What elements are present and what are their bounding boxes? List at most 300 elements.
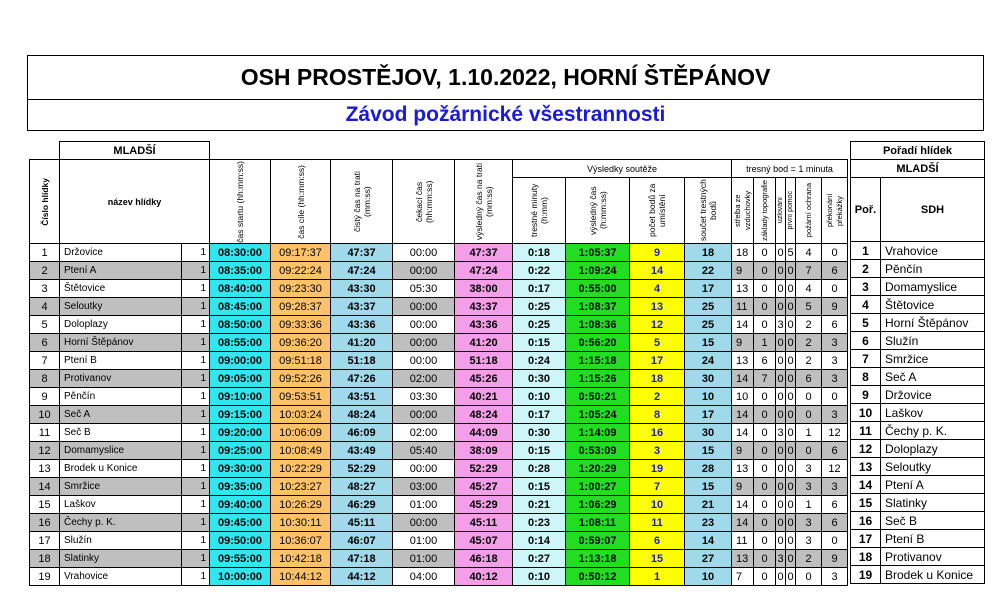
table-row bbox=[30, 316, 848, 334]
cell-topografie: 0 bbox=[754, 478, 776, 496]
cell-start: 09:40:00 bbox=[210, 496, 271, 514]
cell-topografie: 0 bbox=[754, 262, 776, 280]
ranking-category: MLADŠÍ bbox=[851, 160, 985, 178]
cell-number: 11 bbox=[30, 424, 60, 442]
cell-uzlovani: 0 bbox=[776, 244, 786, 262]
cell-strelba: 9 bbox=[732, 262, 754, 280]
cell-name: Brodek u Konice bbox=[60, 460, 182, 478]
cell-cekaci: 03:30 bbox=[393, 388, 455, 406]
header-cislo: Číslo hlídky bbox=[39, 177, 50, 226]
cell-vysl: 38:00 bbox=[455, 280, 513, 298]
cell-trest: 0:23 bbox=[513, 514, 566, 532]
cell-cekaci: 00:00 bbox=[393, 460, 455, 478]
cell-prekazky: 0 bbox=[822, 532, 848, 550]
cell-count: 1 bbox=[182, 244, 210, 262]
cell-cisty: 43:36 bbox=[331, 316, 393, 334]
cell-cekaci: 03:00 bbox=[393, 478, 455, 496]
cell-strelba: 14 bbox=[732, 496, 754, 514]
cell-vysl: 44:09 bbox=[455, 424, 513, 442]
cell-soucet: 15 bbox=[685, 478, 732, 496]
header-cil: čas cíle (hh:mm:ss) bbox=[295, 164, 306, 239]
cell-cil: 10:06:09 bbox=[271, 424, 331, 442]
cell-cekaci: 00:00 bbox=[393, 262, 455, 280]
cell-topografie: 0 bbox=[754, 406, 776, 424]
cell-count: 1 bbox=[182, 280, 210, 298]
cell-uzlovani: 0 bbox=[776, 370, 786, 388]
cell-pozarni: 0 bbox=[796, 406, 822, 424]
header-cekaci: čekací čas (hh:mm:ss) bbox=[413, 180, 434, 223]
cell-prekazky: 6 bbox=[822, 442, 848, 460]
cell-pozarni: 2 bbox=[796, 316, 822, 334]
ranking-row bbox=[851, 548, 985, 566]
cell-vysl: 46:18 bbox=[455, 550, 513, 568]
cell-trest: 0:14 bbox=[513, 532, 566, 550]
table-row bbox=[30, 496, 848, 514]
cell-prekazky: 3 bbox=[822, 334, 848, 352]
cell-cil: 10:03:24 bbox=[271, 406, 331, 424]
cell-cil: 09:51:18 bbox=[271, 352, 331, 370]
cell-topografie: 0 bbox=[754, 316, 776, 334]
ranking-position: 5 bbox=[851, 314, 881, 332]
cell-vcas: 0:50:12 bbox=[566, 568, 630, 586]
cell-soucet: 22 bbox=[685, 262, 732, 280]
cell-uzlovani: 0 bbox=[776, 334, 786, 352]
cell-cil: 09:53:51 bbox=[271, 388, 331, 406]
cell-cekaci: 01:00 bbox=[393, 496, 455, 514]
cell-name: Protivanov bbox=[60, 370, 182, 388]
cell-pozarni: 2 bbox=[796, 550, 822, 568]
cell-cisty: 43:37 bbox=[331, 298, 393, 316]
cell-start: 09:35:00 bbox=[210, 478, 271, 496]
cell-strelba: 9 bbox=[732, 334, 754, 352]
cell-prekazky: 6 bbox=[822, 316, 848, 334]
cell-soucet: 14 bbox=[685, 532, 732, 550]
cell-start: 08:45:00 bbox=[210, 298, 271, 316]
ranking-team-name: Seč A bbox=[881, 368, 985, 386]
cell-vcas: 1:00:27 bbox=[566, 478, 630, 496]
cell-cekaci: 04:00 bbox=[393, 568, 455, 586]
cell-uzlovani: 0 bbox=[776, 388, 786, 406]
cell-topografie: 0 bbox=[754, 388, 776, 406]
cell-name: Laškov bbox=[60, 496, 182, 514]
cell-count: 1 bbox=[182, 370, 210, 388]
cell-prvni-pomoc: 0 bbox=[786, 496, 796, 514]
cell-body: 3 bbox=[630, 442, 685, 460]
ranking-row bbox=[851, 278, 985, 296]
cell-prekazky: 9 bbox=[822, 550, 848, 568]
ranking-team-name: Domamyslice bbox=[881, 278, 985, 296]
ranking-row bbox=[851, 260, 985, 278]
cell-uzlovani: 3 bbox=[776, 424, 786, 442]
ranking-row bbox=[851, 368, 985, 386]
cell-cil: 10:44:12 bbox=[271, 568, 331, 586]
cell-uzlovani: 0 bbox=[776, 298, 786, 316]
cell-count: 1 bbox=[182, 532, 210, 550]
cell-prekazky: 3 bbox=[822, 352, 848, 370]
cell-prekazky: 6 bbox=[822, 262, 848, 280]
header-prekazky: překonání překážky bbox=[824, 193, 844, 228]
ranking-team-name: Seč B bbox=[881, 512, 985, 530]
cell-soucet: 30 bbox=[685, 370, 732, 388]
cell-name: Ptení B bbox=[60, 352, 182, 370]
ranking-row bbox=[851, 242, 985, 260]
cell-number: 13 bbox=[30, 460, 60, 478]
table-row bbox=[30, 406, 848, 424]
cell-strelba: 11 bbox=[732, 532, 754, 550]
page-subtitle: Závod požárnické všestrannosti bbox=[27, 99, 984, 131]
cell-prvni-pomoc: 0 bbox=[786, 478, 796, 496]
cell-uzlovani: 0 bbox=[776, 262, 786, 280]
cell-vcas: 1:20:29 bbox=[566, 460, 630, 478]
cell-strelba: 14 bbox=[732, 514, 754, 532]
cell-trest: 0:17 bbox=[513, 406, 566, 424]
table-row bbox=[30, 298, 848, 316]
page-title: OSH PROSTĚJOV, 1.10.2022, HORNÍ ŠTĚPÁNOV bbox=[27, 55, 984, 100]
cell-prvni-pomoc: 0 bbox=[786, 298, 796, 316]
cell-vysl: 52:29 bbox=[455, 460, 513, 478]
cell-pozarni: 3 bbox=[796, 460, 822, 478]
ranking-team-name: Doloplazy bbox=[881, 440, 985, 458]
cell-start: 09:25:00 bbox=[210, 442, 271, 460]
cell-cekaci: 01:00 bbox=[393, 532, 455, 550]
cell-pozarni: 2 bbox=[796, 334, 822, 352]
cell-count: 1 bbox=[182, 550, 210, 568]
cell-vysl: 40:12 bbox=[455, 568, 513, 586]
cell-soucet: 10 bbox=[685, 388, 732, 406]
cell-body: 19 bbox=[630, 460, 685, 478]
ranking-row bbox=[851, 350, 985, 368]
table-row bbox=[30, 388, 848, 406]
cell-prvni-pomoc: 0 bbox=[786, 280, 796, 298]
cell-soucet: 25 bbox=[685, 316, 732, 334]
cell-name: Seč A bbox=[60, 406, 182, 424]
ranking-row bbox=[851, 440, 985, 458]
cell-uzlovani: 0 bbox=[776, 406, 786, 424]
cell-body: 7 bbox=[630, 478, 685, 496]
ranking-team-name: Seloutky bbox=[881, 458, 985, 476]
cell-cil: 10:23:27 bbox=[271, 478, 331, 496]
cell-name: Vrahovice bbox=[60, 568, 182, 586]
cell-prvni-pomoc: 0 bbox=[786, 460, 796, 478]
cell-cil: 10:30:11 bbox=[271, 514, 331, 532]
cell-soucet: 30 bbox=[685, 424, 732, 442]
cell-prvni-pomoc: 0 bbox=[786, 352, 796, 370]
cell-prvni-pomoc: 0 bbox=[786, 532, 796, 550]
cell-cekaci: 00:00 bbox=[393, 298, 455, 316]
cell-cekaci: 02:00 bbox=[393, 424, 455, 442]
cell-trest: 0:22 bbox=[513, 262, 566, 280]
table-row bbox=[30, 280, 848, 298]
cell-start: 09:30:00 bbox=[210, 460, 271, 478]
cell-prvni-pomoc: 0 bbox=[786, 406, 796, 424]
ranking-row bbox=[851, 530, 985, 548]
cell-pozarni: 0 bbox=[796, 568, 822, 586]
cell-number: 15 bbox=[30, 496, 60, 514]
cell-start: 09:15:00 bbox=[210, 406, 271, 424]
cell-strelba: 13 bbox=[732, 280, 754, 298]
cell-cekaci: 00:00 bbox=[393, 514, 455, 532]
cell-prekazky: 12 bbox=[822, 460, 848, 478]
cell-body: 6 bbox=[630, 532, 685, 550]
cell-prekazky: 3 bbox=[822, 478, 848, 496]
cell-prvni-pomoc: 0 bbox=[786, 262, 796, 280]
cell-cil: 10:08:49 bbox=[271, 442, 331, 460]
cell-body: 8 bbox=[630, 406, 685, 424]
cell-number: 14 bbox=[30, 478, 60, 496]
cell-cisty: 47:37 bbox=[331, 244, 393, 262]
cell-vcas: 0:50:21 bbox=[566, 388, 630, 406]
cell-vysl: 45:27 bbox=[455, 478, 513, 496]
header-cisty: čistý čas na trati (mm:ss) bbox=[351, 171, 372, 232]
ranking-position: 2 bbox=[851, 260, 881, 278]
cell-number: 2 bbox=[30, 262, 60, 280]
cell-body: 16 bbox=[630, 424, 685, 442]
cell-trest: 0:25 bbox=[513, 316, 566, 334]
cell-topografie: 0 bbox=[754, 550, 776, 568]
ranking-position: 10 bbox=[851, 404, 881, 422]
ranking-position: 15 bbox=[851, 494, 881, 512]
cell-uzlovani: 3 bbox=[776, 316, 786, 334]
table-row bbox=[30, 532, 848, 550]
cell-body: 11 bbox=[630, 514, 685, 532]
cell-prvni-pomoc: 0 bbox=[786, 568, 796, 586]
cell-count: 1 bbox=[182, 496, 210, 514]
cell-topografie: 0 bbox=[754, 298, 776, 316]
cell-uzlovani: 0 bbox=[776, 352, 786, 370]
cell-cekaci: 05:40 bbox=[393, 442, 455, 460]
cell-count: 1 bbox=[182, 334, 210, 352]
cell-body: 12 bbox=[630, 316, 685, 334]
cell-count: 1 bbox=[182, 262, 210, 280]
ranking-row bbox=[851, 566, 985, 584]
cell-count: 1 bbox=[182, 406, 210, 424]
cell-cekaci: 01:00 bbox=[393, 550, 455, 568]
cell-start: 09:10:00 bbox=[210, 388, 271, 406]
cell-start: 08:55:00 bbox=[210, 334, 271, 352]
cell-topografie: 0 bbox=[754, 568, 776, 586]
cell-prvni-pomoc: 0 bbox=[786, 514, 796, 532]
table-row bbox=[30, 352, 848, 370]
cell-cil: 09:22:24 bbox=[271, 262, 331, 280]
cell-pozarni: 5 bbox=[796, 298, 822, 316]
category-label: MLADŠÍ bbox=[60, 142, 210, 160]
cell-vysl: 45:11 bbox=[455, 514, 513, 532]
cell-number: 16 bbox=[30, 514, 60, 532]
cell-strelba: 18 bbox=[732, 244, 754, 262]
cell-name: Ptení A bbox=[60, 262, 182, 280]
cell-name: Štětovice bbox=[60, 280, 182, 298]
cell-uzlovani: 0 bbox=[776, 568, 786, 586]
table-row bbox=[30, 550, 848, 568]
header-trestne: trestné minuty (h:mm) bbox=[529, 183, 550, 238]
cell-prvni-pomoc: 0 bbox=[786, 388, 796, 406]
cell-number: 4 bbox=[30, 298, 60, 316]
ranking-team-name: Horní Štěpánov bbox=[881, 314, 985, 332]
ranking-row bbox=[851, 458, 985, 476]
ranking-team-name: Slatinky bbox=[881, 494, 985, 512]
cell-trest: 0:17 bbox=[513, 280, 566, 298]
cell-strelba: 13 bbox=[732, 460, 754, 478]
cell-soucet: 25 bbox=[685, 298, 732, 316]
ranking-team-name: Protivanov bbox=[881, 548, 985, 566]
cell-vcas: 1:06:29 bbox=[566, 496, 630, 514]
cell-name: Seloutky bbox=[60, 298, 182, 316]
cell-strelba: 13 bbox=[732, 550, 754, 568]
cell-cekaci: 00:00 bbox=[393, 406, 455, 424]
header-prvni-pomoc: první pomoc bbox=[787, 191, 795, 230]
cell-prekazky: 0 bbox=[822, 388, 848, 406]
cell-uzlovani: 0 bbox=[776, 460, 786, 478]
ranking-position: 11 bbox=[851, 422, 881, 440]
cell-cisty: 48:27 bbox=[331, 478, 393, 496]
cell-number: 1 bbox=[30, 244, 60, 262]
cell-number: 7 bbox=[30, 352, 60, 370]
cell-vcas: 0:56:20 bbox=[566, 334, 630, 352]
ranking-team-name: Štětovice bbox=[881, 296, 985, 314]
cell-cisty: 46:07 bbox=[331, 532, 393, 550]
cell-name: Čechy p. K. bbox=[60, 514, 182, 532]
ranking-row bbox=[851, 422, 985, 440]
cell-topografie: 1 bbox=[754, 334, 776, 352]
cell-pozarni: 1 bbox=[796, 496, 822, 514]
cell-prvni-pomoc: 0 bbox=[786, 370, 796, 388]
cell-prekazky: 6 bbox=[822, 514, 848, 532]
cell-start: 08:35:00 bbox=[210, 262, 271, 280]
cell-prvni-pomoc: 0 bbox=[786, 334, 796, 352]
cell-vcas: 1:08:11 bbox=[566, 514, 630, 532]
cell-pozarni: 6 bbox=[796, 370, 822, 388]
cell-strelba: 13 bbox=[732, 352, 754, 370]
cell-count: 1 bbox=[182, 514, 210, 532]
ranking-row bbox=[851, 476, 985, 494]
ranking-position: 17 bbox=[851, 530, 881, 548]
cell-name: Smržice bbox=[60, 478, 182, 496]
ranking-col-sdh: SDH bbox=[881, 178, 985, 242]
cell-number: 8 bbox=[30, 370, 60, 388]
ranking-team-name: Brodek u Konice bbox=[881, 566, 985, 584]
ranking-position: 13 bbox=[851, 458, 881, 476]
cell-topografie: 6 bbox=[754, 352, 776, 370]
header-strelba: střelba ze vzduchovky bbox=[732, 190, 752, 231]
cell-soucet: 10 bbox=[685, 568, 732, 586]
cell-topografie: 0 bbox=[754, 460, 776, 478]
cell-count: 1 bbox=[182, 316, 210, 334]
ranking-position: 14 bbox=[851, 476, 881, 494]
cell-name: Doloplazy bbox=[60, 316, 182, 334]
header-pocet-bodu: počet bodů za umístění bbox=[647, 183, 668, 238]
cell-start: 09:55:00 bbox=[210, 550, 271, 568]
table-row bbox=[30, 334, 848, 352]
table-row bbox=[30, 262, 848, 280]
cell-vcas: 0:59:07 bbox=[566, 532, 630, 550]
cell-trest: 0:18 bbox=[513, 244, 566, 262]
cell-cisty: 43:49 bbox=[331, 442, 393, 460]
cell-prekazky: 12 bbox=[822, 424, 848, 442]
cell-soucet: 18 bbox=[685, 244, 732, 262]
cell-vcas: 1:15:18 bbox=[566, 352, 630, 370]
cell-cisty: 47:26 bbox=[331, 370, 393, 388]
cell-cil: 10:26:29 bbox=[271, 496, 331, 514]
cell-prekazky: 6 bbox=[822, 496, 848, 514]
ranking-row bbox=[851, 296, 985, 314]
cell-topografie: 0 bbox=[754, 424, 776, 442]
cell-pozarni: 7 bbox=[796, 262, 822, 280]
cell-soucet: 15 bbox=[685, 334, 732, 352]
cell-trest: 0:10 bbox=[513, 568, 566, 586]
cell-uzlovani: 3 bbox=[776, 550, 786, 568]
cell-soucet: 15 bbox=[685, 442, 732, 460]
table-row bbox=[30, 568, 848, 586]
cell-name: Služín bbox=[60, 532, 182, 550]
header-vysledny: výsledný čas na trati (mm:ss) bbox=[473, 163, 494, 241]
cell-cisty: 48:24 bbox=[331, 406, 393, 424]
ranking-team-name: Držovice bbox=[881, 386, 985, 404]
cell-count: 1 bbox=[182, 388, 210, 406]
cell-body: 1 bbox=[630, 568, 685, 586]
cell-name: Pěnčín bbox=[60, 388, 182, 406]
cell-cil: 09:28:37 bbox=[271, 298, 331, 316]
ranking-position: 1 bbox=[851, 242, 881, 260]
cell-cisty: 44:12 bbox=[331, 568, 393, 586]
cell-cekaci: 00:00 bbox=[393, 334, 455, 352]
cell-uzlovani: 0 bbox=[776, 532, 786, 550]
cell-topografie: 0 bbox=[754, 442, 776, 460]
cell-uzlovani: 0 bbox=[776, 280, 786, 298]
table-row bbox=[30, 514, 848, 532]
ranking-row bbox=[851, 512, 985, 530]
cell-vysl: 40:21 bbox=[455, 388, 513, 406]
cell-soucet: 27 bbox=[685, 550, 732, 568]
cell-strelba: 14 bbox=[732, 424, 754, 442]
header-soucet: součet trestných bodů bbox=[698, 179, 719, 242]
cell-cil: 09:36:20 bbox=[271, 334, 331, 352]
cell-start: 08:40:00 bbox=[210, 280, 271, 298]
cell-vysl: 47:37 bbox=[455, 244, 513, 262]
cell-pozarni: 3 bbox=[796, 514, 822, 532]
ranking-team-name: Ptení B bbox=[881, 530, 985, 548]
cell-vcas: 1:05:24 bbox=[566, 406, 630, 424]
cell-strelba: 14 bbox=[732, 406, 754, 424]
cell-cil: 09:23:30 bbox=[271, 280, 331, 298]
cell-prvni-pomoc: 0 bbox=[786, 424, 796, 442]
cell-cil: 09:17:37 bbox=[271, 244, 331, 262]
cell-pozarni: 3 bbox=[796, 532, 822, 550]
header-vysledky: Výsledky soutěže bbox=[513, 160, 732, 178]
cell-number: 9 bbox=[30, 388, 60, 406]
cell-start: 09:05:00 bbox=[210, 370, 271, 388]
cell-prekazky: 3 bbox=[822, 370, 848, 388]
cell-cisty: 43:30 bbox=[331, 280, 393, 298]
cell-body: 15 bbox=[630, 550, 685, 568]
cell-count: 1 bbox=[182, 424, 210, 442]
table-row bbox=[30, 442, 848, 460]
cell-cekaci: 00:00 bbox=[393, 352, 455, 370]
results-table bbox=[29, 141, 848, 586]
cell-cil: 10:36:07 bbox=[271, 532, 331, 550]
table-row bbox=[30, 460, 848, 478]
cell-vysl: 45:26 bbox=[455, 370, 513, 388]
ranking-position: 19 bbox=[851, 566, 881, 584]
cell-count: 1 bbox=[182, 568, 210, 586]
ranking-position: 12 bbox=[851, 440, 881, 458]
cell-count: 1 bbox=[182, 478, 210, 496]
cell-body: 2 bbox=[630, 388, 685, 406]
ranking-col-por: Poř. bbox=[851, 178, 881, 242]
cell-pozarni: 3 bbox=[796, 478, 822, 496]
cell-name: Slatinky bbox=[60, 550, 182, 568]
cell-prvni-pomoc: 0 bbox=[786, 316, 796, 334]
header-vysl-cas: výsledný čas (h:mm:ss) bbox=[587, 186, 608, 235]
